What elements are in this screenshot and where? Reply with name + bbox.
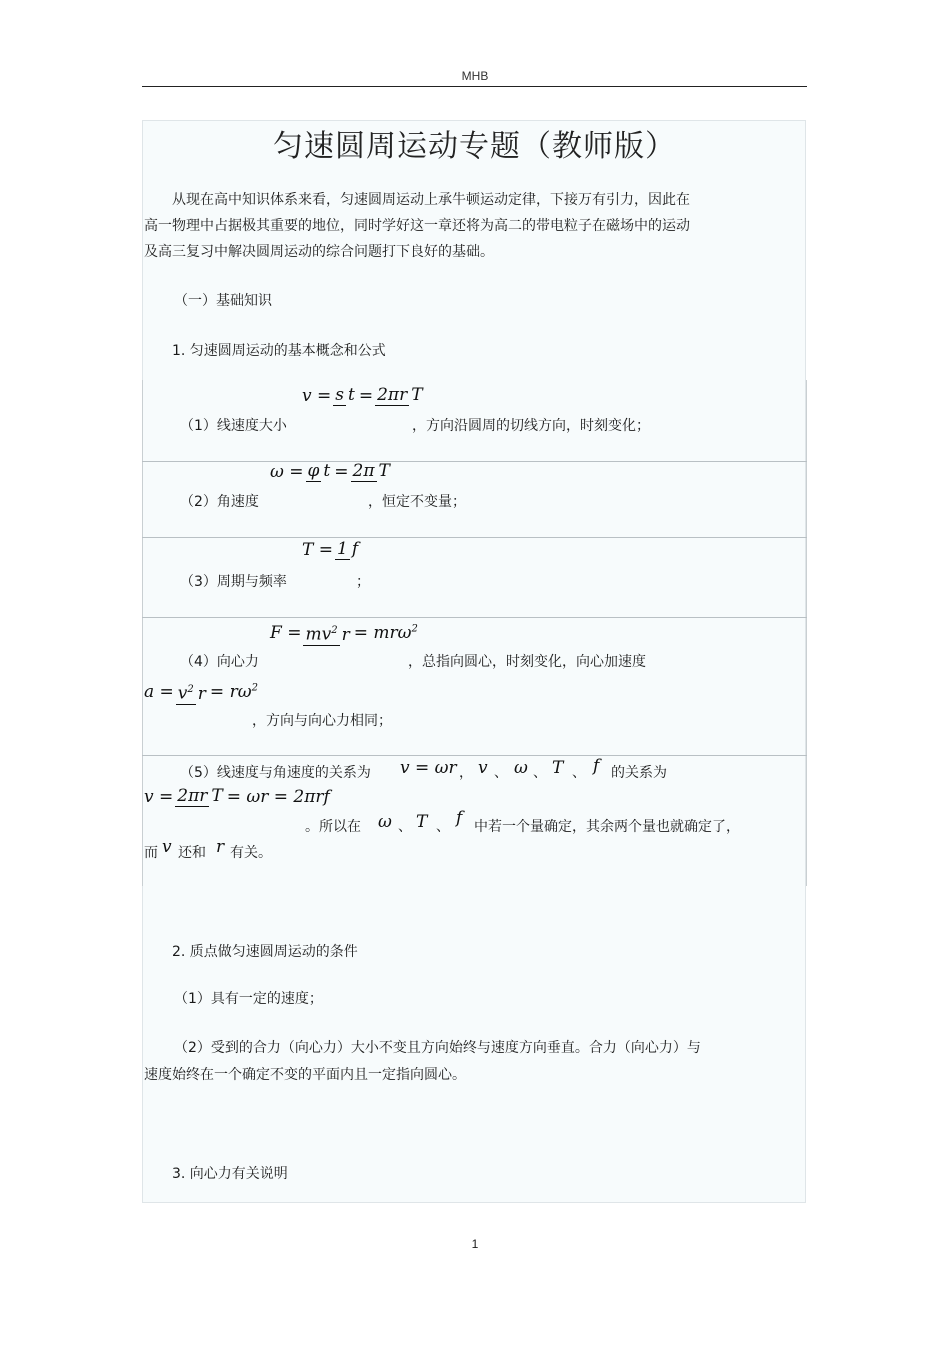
- item-4-label: （4）向心力: [180, 654, 259, 670]
- symbol-omega: ω: [514, 758, 528, 778]
- separator: 、: [494, 765, 508, 781]
- separator: 、: [436, 819, 450, 835]
- page-number: 1: [471, 1237, 479, 1251]
- item-5-line3-text: 而: [144, 845, 158, 861]
- item-1-text: ，方向沿圆周的切线方向，时刻变化；: [412, 418, 650, 434]
- separator: 、: [398, 819, 412, 835]
- header-rule: [142, 86, 807, 87]
- formula-angular-velocity: ω = φ t = 2π T: [270, 461, 390, 482]
- symbol-r: r: [216, 837, 225, 857]
- condition-2-line-2: 速度始终在一个确定不变的平面内且一定指向圆心。: [144, 1067, 466, 1083]
- item-3-label: （3）周期与频率: [180, 574, 287, 590]
- condition-1: （1）具有一定的速度；: [174, 991, 323, 1007]
- subheading-1: 1. 匀速圆周运动的基本概念和公式: [172, 343, 386, 359]
- item-5-line2-text: 。所以在: [305, 819, 361, 835]
- item-1-label: （1）线速度大小: [180, 418, 287, 434]
- item-3-text: ；: [356, 574, 370, 590]
- separator: 、: [572, 765, 586, 781]
- table-right-rule: [806, 380, 807, 886]
- symbol-v: v: [162, 837, 172, 857]
- item-5-line3-text-2: 还和: [178, 845, 206, 861]
- formula-centripetal-acceleration: a = $v^2$ r = $r\omega^2$: [144, 680, 258, 705]
- formula-v-relations: v = 2πr T = ωr = 2πrf: [144, 786, 330, 807]
- formula-centripetal-force: F = $mv^2$ r = mrω$^2$: [270, 621, 418, 646]
- item-5-line3-text-3: 有关。: [230, 845, 272, 861]
- formula-v-omega-r: v = ωr: [400, 758, 457, 778]
- condition-2-line-1: （2）受到的合力（向心力）大小不变且方向始终与速度方向垂直。合力（向心力）与: [174, 1040, 701, 1056]
- symbol-T: T: [416, 812, 428, 832]
- table-left-rule: [142, 380, 143, 886]
- subheading-2: 2. 质点做匀速圆周运动的条件: [172, 944, 358, 960]
- symbol-f: f: [593, 756, 600, 776]
- item-4-text: ，总指向圆心，时刻变化，向心加速度: [408, 654, 646, 670]
- item-5-line2-text-2: 中若一个量确定，其余两个量也就确定了，: [474, 819, 740, 835]
- intro-line-3: 及高三复习中解决圆周运动的综合问题打下良好的基础。: [144, 244, 494, 260]
- row-divider: [142, 617, 807, 618]
- section-heading: （一）基础知识: [174, 293, 272, 309]
- row-divider: [142, 461, 807, 462]
- document-title: 匀速圆周运动专题（教师版）: [273, 129, 676, 164]
- page-header: MHB: [461, 69, 489, 83]
- row-divider: [142, 755, 807, 756]
- row-divider: [142, 537, 807, 538]
- item-5-label: （5）线速度与角速度的关系为: [180, 765, 371, 781]
- separator: 、: [533, 765, 547, 781]
- item-2-text: ，恒定不变量；: [368, 494, 466, 510]
- item-2-label: （2）角速度: [180, 494, 259, 510]
- subheading-3: 3. 向心力有关说明: [172, 1166, 288, 1182]
- symbol-T: T: [552, 758, 564, 778]
- symbol-v: v: [478, 758, 488, 778]
- symbol-omega: ω: [378, 812, 392, 832]
- intro-line-1: 从现在高中知识体系来看，匀速圆周运动上承牛顿运动定律，下接万有引力，因此在: [172, 192, 690, 208]
- intro-line-2: 高一物理中占据极其重要的地位，同时学好这一章还将为高二的带电粒子在磁场中的运动: [144, 218, 690, 234]
- separator: ，: [459, 765, 473, 781]
- formula-linear-velocity: v = s t = 2πr T: [302, 385, 423, 406]
- item-5-text: 的关系为: [611, 765, 667, 781]
- formula-period-frequency: T = 1 f: [302, 539, 359, 560]
- symbol-f: f: [456, 808, 463, 828]
- item-4-text-2: ，方向与向心力相同；: [252, 713, 392, 729]
